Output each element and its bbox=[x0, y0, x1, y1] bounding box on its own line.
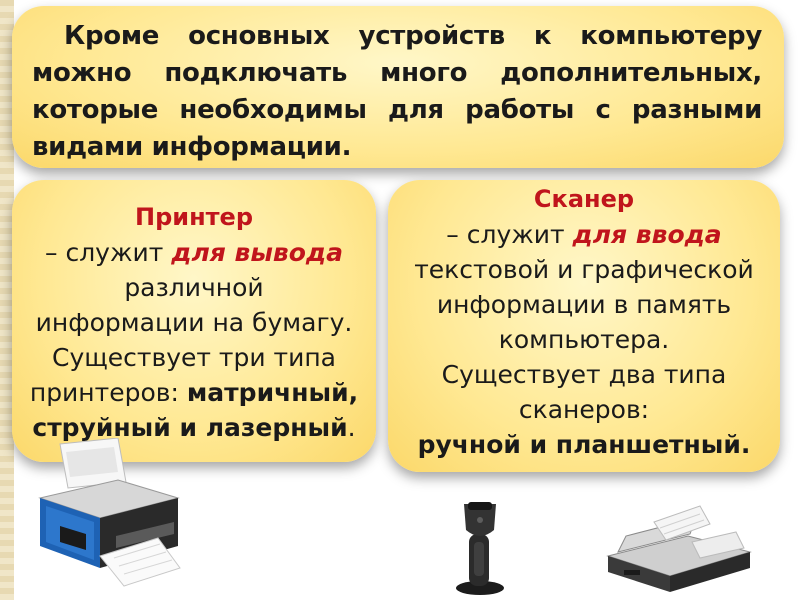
printer-line-4: Существует три типа bbox=[51, 343, 336, 372]
handheld-scanner-image bbox=[450, 500, 510, 596]
scanner-accent: для ввода bbox=[572, 220, 722, 249]
flatbed-scanner-image bbox=[604, 502, 754, 594]
intro-text: Кроме основных устройств к компьютеру можно подключать много дополнительных, которые необходимы для работы с разными видами информации. bbox=[32, 21, 762, 162]
scanner-line-2: текстовой и графической bbox=[414, 255, 754, 284]
intro-box bbox=[12, 6, 784, 168]
printer-card-text bbox=[22, 200, 366, 445]
printer-dash-text: – служит bbox=[45, 238, 172, 267]
printer-line-5-bold: матричный, bbox=[186, 378, 359, 407]
printer-heading: Принтер bbox=[134, 203, 254, 231]
printer-line-1 bbox=[22, 235, 366, 270]
scanner-line-7: ручной и планшетный. bbox=[417, 430, 751, 459]
printer-accent: для вывода bbox=[171, 238, 343, 267]
scanner-card-text bbox=[398, 182, 770, 462]
printer-line-3: информации на бумагу. bbox=[35, 308, 353, 337]
printer-line-6-suffix: . bbox=[347, 413, 356, 442]
printer-image bbox=[34, 438, 184, 588]
scanner-heading: Сканер bbox=[533, 185, 635, 213]
printer-line-2: различной bbox=[124, 273, 264, 302]
printer-card bbox=[12, 180, 376, 462]
printer-line-5 bbox=[22, 375, 366, 410]
scanner-line-5: Существует два типа bbox=[441, 360, 727, 389]
scanner-line-3: информации в память bbox=[436, 290, 732, 319]
scanner-line-1 bbox=[398, 217, 770, 252]
scanner-line-6: сканеров: bbox=[518, 395, 650, 424]
printer-line-6-bold: струйный и лазерный bbox=[32, 413, 348, 442]
scanner-card bbox=[388, 180, 780, 472]
scanner-line-4: компьютера. bbox=[498, 325, 670, 354]
printer-line-5-prefix: принтеров: bbox=[29, 378, 187, 407]
scanner-dash-text: – служит bbox=[446, 220, 573, 249]
